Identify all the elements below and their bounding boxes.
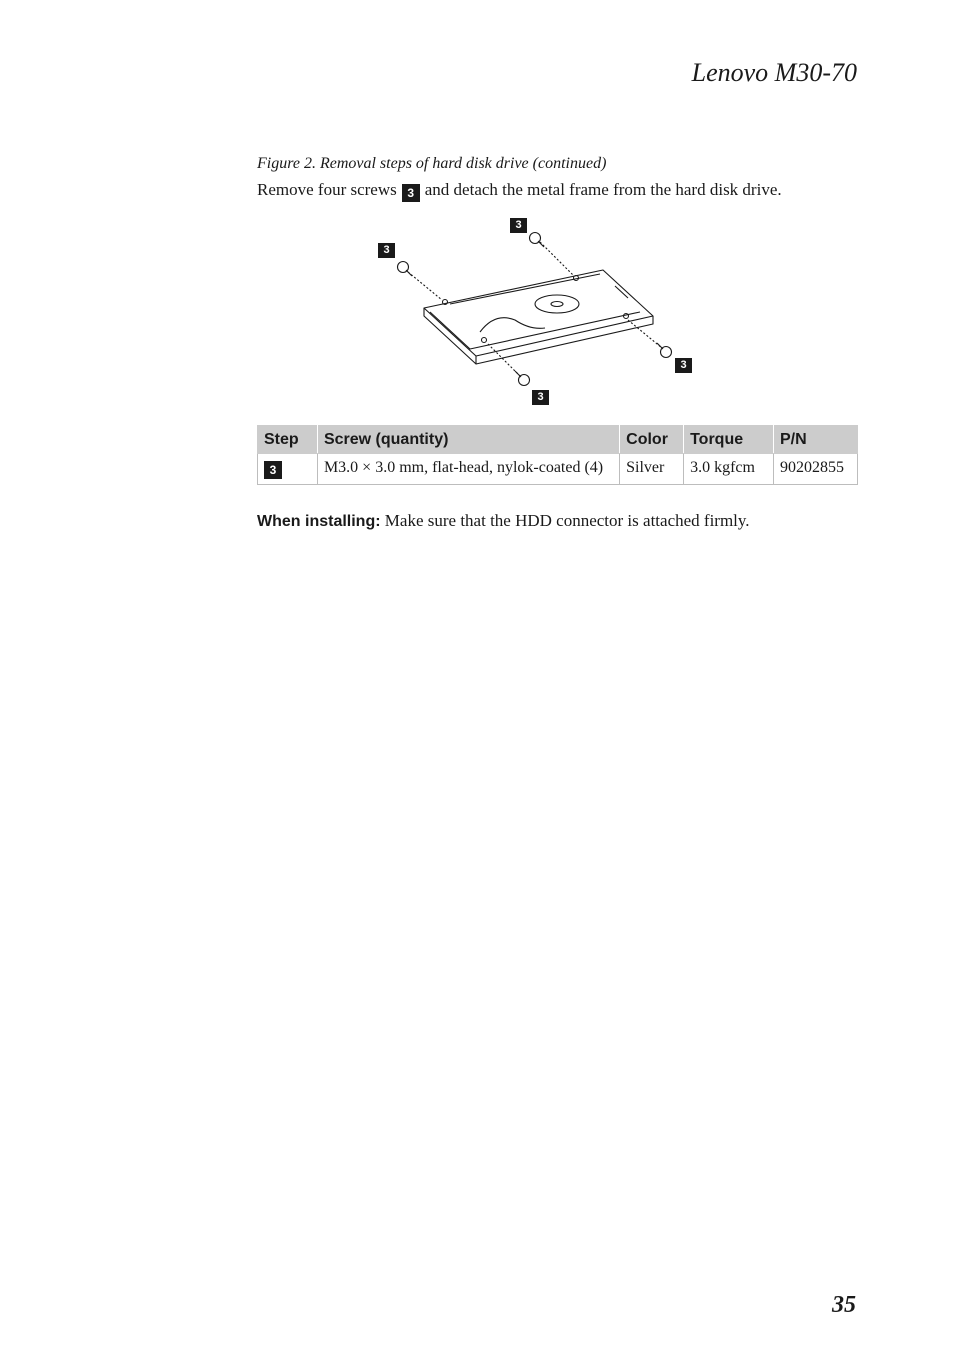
screw-icon-right: [657, 343, 672, 358]
cell-color: Silver: [620, 454, 684, 485]
cell-step: [258, 454, 318, 485]
screw-icon-bottom: [515, 371, 530, 386]
table-header-row: [258, 426, 858, 454]
cell-screw: M3.0 × 3.0 mm, flat-head, nylok-coated (4): [317, 454, 619, 485]
installation-note: [257, 511, 750, 531]
header-pn: P/N: [774, 426, 858, 454]
figure-caption: Figure 2. Removal steps of hard disk drive (continued): [257, 155, 607, 172]
callout-right: 3: [675, 358, 692, 373]
table-row: [258, 454, 858, 485]
note-label: When installing:: [257, 513, 381, 530]
header-torque: Torque: [684, 426, 774, 454]
step-badge: 3: [264, 461, 282, 479]
cell-torque: 3.0 kgfcm: [684, 454, 774, 485]
page-number: 35: [832, 1292, 856, 1318]
header-step: Step: [258, 426, 318, 454]
hdd-screw-diagram: [370, 212, 700, 412]
screw-icon-top: [530, 233, 545, 248]
hdd-drawing: [370, 212, 700, 412]
screw-table: [257, 425, 858, 485]
header-color: Color: [620, 426, 684, 454]
callout-left: 3: [378, 243, 395, 258]
callout-bottom: 3: [532, 390, 549, 405]
step-badge: 3: [402, 184, 420, 202]
header-screw: Screw (quantity): [317, 426, 619, 454]
instruction-text-before: Remove four screws: [257, 180, 397, 199]
instruction-text-after: and detach the metal frame from the hard disk drive.: [424, 180, 782, 199]
note-text: Make sure that the HDD connector is attached firmly.: [384, 511, 750, 530]
cell-pn: 90202855: [774, 454, 858, 485]
callout-top: 3: [510, 218, 527, 233]
removal-instruction: [257, 180, 782, 202]
screw-icon-left: [398, 262, 413, 277]
document-header-title: Lenovo M30-70: [691, 58, 857, 87]
